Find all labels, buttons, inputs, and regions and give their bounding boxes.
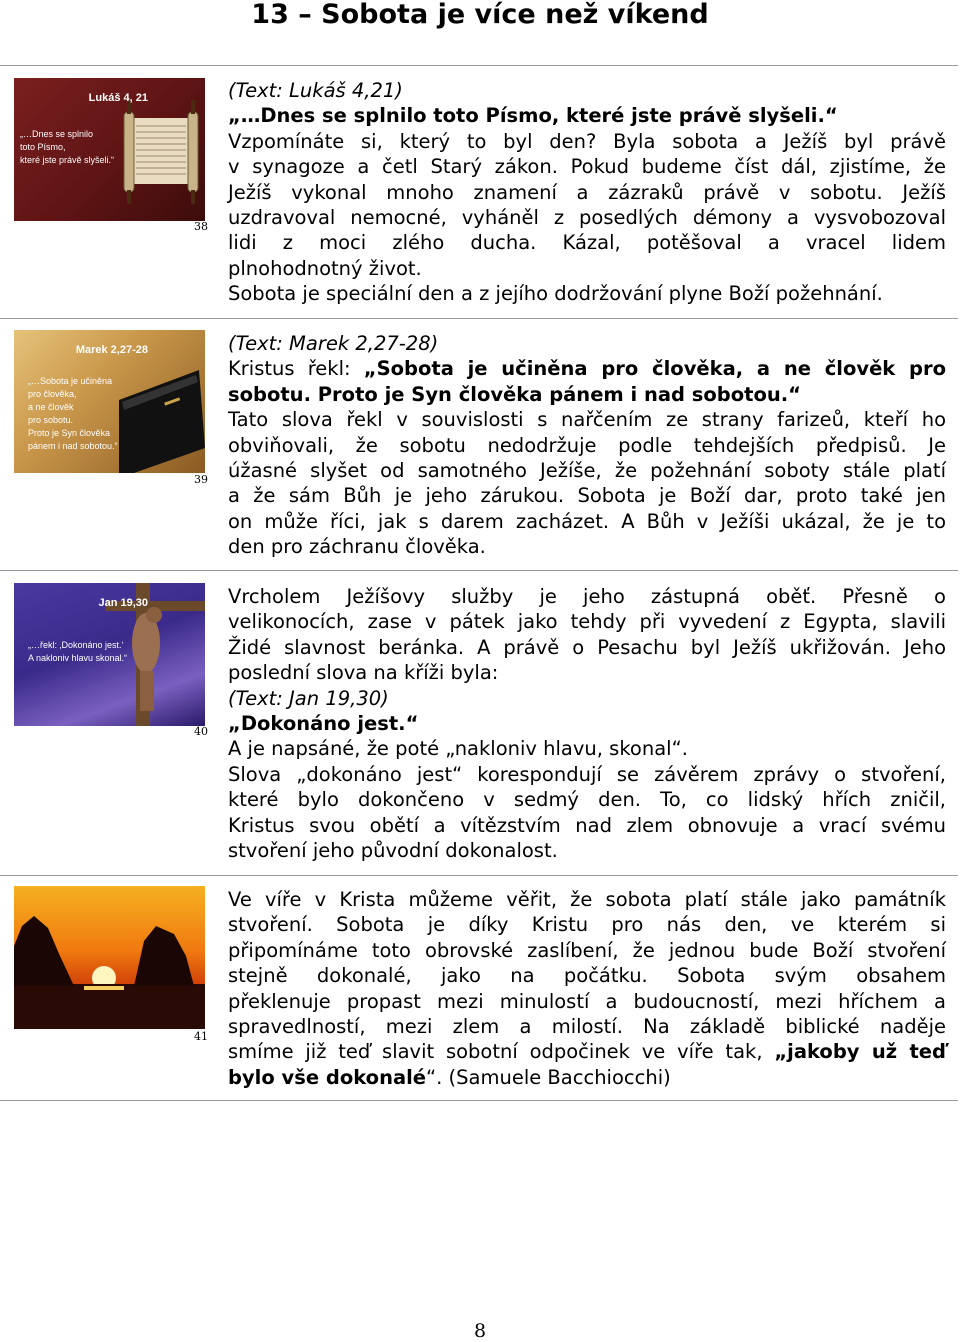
divider (0, 570, 958, 571)
scripture-quote: „Sobota je učiněna pro člověka, a ne člověk pro (363, 357, 947, 381)
divider (0, 65, 958, 66)
text-line: obviňovali, že sobotu nedodržuje podle tehdejších předpisů. Je (228, 433, 946, 457)
text-line: Vzpomínáte si, který to byl den? Byla sobota a Ježíš byl právě (228, 129, 946, 153)
text-run: “. (Samuele Bacchiocchi) (426, 1065, 671, 1089)
scripture-reference: (Text: Marek 2,27-28) (228, 332, 439, 355)
text-line: Židé slavnost beránka. A právě o Pesachu byl Ježíš ukřižován. Jeho (228, 635, 946, 659)
text-run: Kristus řekl: (228, 357, 364, 381)
slide-number: 39 (194, 473, 208, 486)
scripture-quote: „Dokonáno jest.“ (228, 712, 419, 736)
quote-run: „jakoby už teď (774, 1040, 946, 1064)
text-line (228, 1065, 946, 1090)
section-mark (228, 331, 946, 560)
text-line: spravedlností, mezi zlem a milostí. Na základě biblické naděje (228, 1015, 946, 1039)
scripture-quote: sobotu. Proto je Syn člověka pánem i nad sobotou.“ (228, 382, 801, 406)
text-line: Sobota je speciální den a z jejího dodržování plyne Boží požehnání. (228, 282, 883, 306)
text-line: lidi z moci zlého ducha. Kázal, potěšoval a vracel lidem (228, 231, 946, 255)
sunset-illustration (14, 886, 205, 1029)
text-line: Ve víře v Krista můžeme věřit, že sobota platí stále jako památník (228, 888, 946, 911)
text-line: překlenuje propast mezi minulostí a budoucností, mezi hříchem a (228, 989, 946, 1013)
text-line: den pro záchranu člověka. (228, 535, 486, 559)
slide-thumbnail-40 (14, 583, 205, 726)
scripture-reference: (Text: Jan 19,30) (228, 686, 389, 710)
text-line: a že sám Bůh je jeho zárukou. Sobota je Boží dar, proto také jen (228, 484, 946, 508)
section-conclusion (228, 887, 946, 1090)
text-line: Slova „dokonáno jest“ korespondují se závěrem zprávy o stvoření, (228, 762, 946, 786)
page-title: 13 – Sobota je více než víkend (251, 0, 709, 30)
slide-quote: „…řekl: ‚Dokonáno jest.‘ A nakloniv hlavu skonal.“ (28, 640, 128, 663)
scripture-reference: (Text: Lukáš 4,21) (228, 79, 403, 102)
section-luke (228, 78, 946, 307)
divider (0, 1100, 958, 1101)
divider (0, 875, 958, 876)
slide-thumbnail-39 (14, 330, 205, 473)
text-line: stvoření. Sobota je díky Kristu pro nás den, ve kterém si (228, 913, 946, 937)
slide-quote: „…Dnes se splnilo toto Písmo, které jste právě slyšeli.“ (20, 129, 115, 165)
text-line: stejně dokonalé, jako na počátku. Sobota svým obsahem (228, 964, 946, 988)
text-line: uzdravoval nemocné, vyháněl z posedlých démony a vysvobozoval (228, 206, 946, 230)
text-line: úžasné slyšet od samotného Ježíše, že požehnání soboty stále platí (228, 459, 946, 483)
text-line: Kristus svou obětí a vítězstvím nad zlem obnovuje a vrací svému (228, 813, 946, 837)
text-line (228, 356, 946, 381)
page-number: 8 (473, 1320, 487, 1342)
text-line: on může říci, jak s darem zacházet. A Bůh v Ježíši ukázal, že je to (228, 509, 946, 533)
slide-number: 38 (194, 220, 208, 233)
text-line: stvoření jeho původní dokonalost. (228, 839, 558, 863)
text-line: velikonocích, zase v pátek jako tehdy při vyvedení z Egypta, slavili (228, 610, 946, 634)
section-john (228, 584, 946, 863)
slide-reference-badge: Lukáš 4, 21 (38, 90, 154, 106)
slide-number: 41 (194, 1030, 208, 1043)
slide-thumbnail-41 (14, 886, 205, 1029)
text-line: Ježíš vykonal mnoho znamení a zázraků právě v sobotu. Ježíš (228, 180, 946, 204)
slide-number: 40 (194, 725, 208, 738)
text-line: Tato slova řekl v souvislosti s nařčením ze strany farizeů, kteří ho (228, 408, 946, 432)
text-line: Vrcholem Ježíšovy služby je jeho zástupná oběť. Přesně o (228, 585, 946, 608)
text-line: A je napsáné, že poté „nakloniv hlavu, skonal“. (228, 737, 688, 761)
text-line: připomínáme toto obrovské zaslíbení, že jednou bude Boží stvoření (228, 938, 946, 962)
slide-thumbnail-38 (14, 78, 205, 221)
quote-run: bylo vše dokonalé (228, 1065, 427, 1089)
text-run: smíme již teď slavit sobotní odpočinek ve víře tak, (228, 1040, 775, 1064)
text-line: v synagoze a četl Starý zákon. Pokud budeme číst dál, zjistíme, že (228, 155, 946, 179)
slide-quote: „…Sobota je učiněna pro člověka, a ne člověk pro sobotu. Proto je Syn člověka pánem i nad sobotou.“ (28, 376, 118, 451)
text-line: které bylo dokončeno v sedmý den. To, co lidský hřích zničil, (228, 788, 946, 812)
text-line: poslední slova na kříži byla: (228, 661, 499, 685)
slide-reference-badge: Jan 19,30 (38, 595, 154, 611)
text-line: plnohodnotný život. (228, 256, 422, 280)
scripture-quote: „…Dnes se splnilo toto Písmo, které jste právě slyšeli.“ (228, 104, 838, 128)
slide-reference-badge: Marek 2,27-28 (38, 342, 154, 358)
text-line (228, 1039, 946, 1064)
divider (0, 318, 958, 319)
